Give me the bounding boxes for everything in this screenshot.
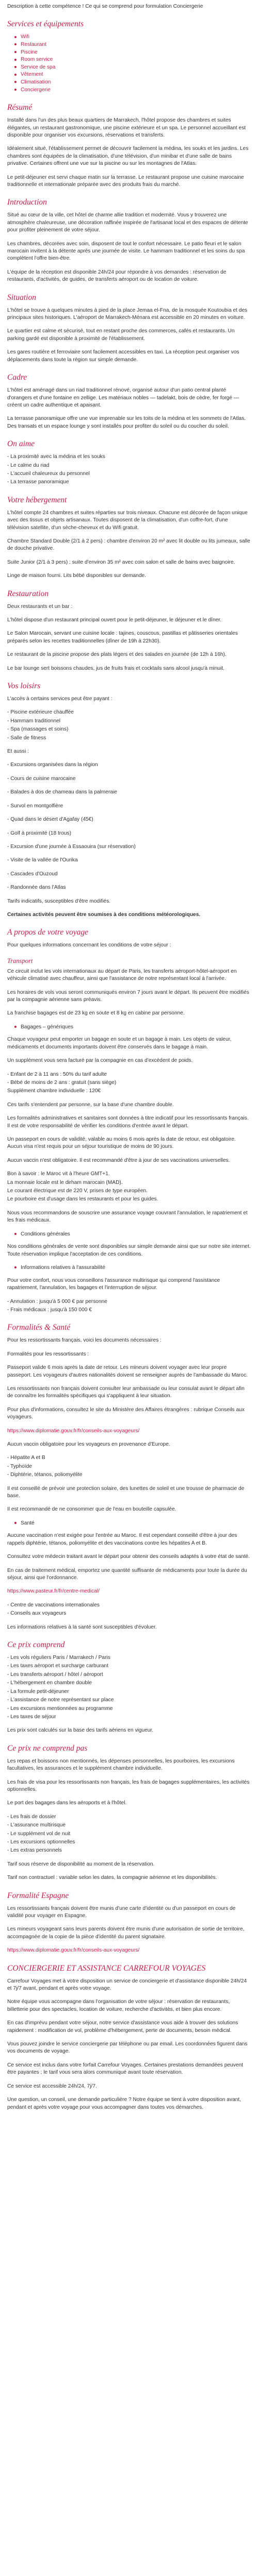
service-item: Restaurant	[14, 41, 251, 49]
service-item: Vêtement	[14, 71, 251, 79]
loisirs-line: - Excursions organisées dans la région	[7, 762, 98, 768]
pas-paragraph: Le port des bagages dans les aéroports et à l'hôtel.	[7, 1800, 127, 1806]
situation-paragraph: L'hôtel se trouve à quelques minutes à pied de la place Jemaa el-Fna, de la mosquée Koutoubia et des principaux sites historiques. L'aéroport de Marrakech-Ménara est accessible en 20 minutes en voiture.	[7, 307, 248, 321]
formalite-paragraph: Les ressortissants français doivent être munis d'une carte d'identité ou d'un passeport en cours de validité pour voyager en Espagne.	[7, 1905, 236, 1919]
dot-bullet-icon	[14, 43, 17, 45]
loisirs-warning: Certaines activités peuvent être soumises à des conditions météorologiques.	[7, 911, 201, 918]
prix-line: - La formule petit-déjeuner	[7, 1688, 69, 1694]
prix-line: - Les taxes de séjour	[7, 1714, 56, 1720]
conciergerie-paragraph: Carrefour Voyages met à votre disposition un service de conciergerie et d'assistance disponible 24h/24 et 7j/7 avant, pendant et après votre voyage.	[7, 1978, 247, 1992]
loisirs-line: - Cours de cuisine marocaine	[7, 775, 76, 782]
conditions-list	[7, 1231, 251, 1239]
prix-line: - Les transferts aéroport / hôtel / aéroport	[7, 1671, 103, 1677]
resume-paragraph: Le petit-déjeuner est servi chaque matin sur la terrasse. Le restaurant propose une cuisine marocaine traditionnelle et internationale préparée avec des produits frais du marché.	[7, 174, 244, 188]
loisirs-note: Tarifs indicatifs, susceptibles d'être modifiés.	[7, 898, 111, 904]
formalites-title: Formalités & Santé	[7, 1323, 71, 1332]
dot-bullet-icon	[14, 1233, 17, 1235]
introduction-title: Introduction	[7, 198, 47, 207]
loisirs-line: - Cascades d'Ouzoud	[7, 871, 58, 877]
situation-paragraph: Les gares routière et ferroviaire sont facilement accessibles en taxi. La réception peut organiser vos déplacements dans toute la région sur simple demande.	[7, 349, 239, 363]
conciergerie-subtitle: Ce service est accessible 24h/24, 7j/7.	[7, 2083, 97, 2089]
pas-warning: Tarif non contractuel : variable selon les dates, la compagnie aérienne et les disponibilités.	[7, 1875, 217, 1881]
services-list	[7, 33, 251, 94]
info-line: Le courant électrique est de 220 V, prises de type européen.	[7, 1188, 148, 1194]
sante-paragraph: En cas de traitement médical, emportez une quantité suffisante de médicaments pour toute la durée du séjour, ainsi que l'ordonnance.	[7, 1567, 247, 1581]
loisirs-title: Vos loisirs	[7, 682, 41, 691]
prix-comprend-title: Ce prix comprend	[7, 1640, 65, 1650]
formalites-link[interactable]: https://www.diplomatie.gouv.fr/fr/conseils-aux-voyageurs/	[7, 1428, 140, 1434]
tarif-note: Ces tarifs s'entendent par personne, sur la base d'une chambre double.	[7, 1101, 174, 1108]
sante-list	[7, 1520, 251, 1528]
restauration-title: Restauration	[7, 589, 49, 598]
conciergerie-title: CONCIERGERIE ET ASSISTANCE CARREFOUR VOYAGES	[7, 1963, 206, 1973]
resume-title: Résumé	[7, 103, 33, 112]
formalites-paragraph: Les formalités administratives et sanitaires sont données à titre indicatif pour les ressortissants français. Il est de votre responsabilité de vérifier les conditions d'entrée avant le départ.	[7, 1115, 249, 1129]
prix-exclut-title: Ce prix ne comprend pas	[7, 1743, 88, 1753]
dot-bullet-icon	[14, 89, 17, 91]
assurances-line: - Frais médicaux : jusqu'à 150 000 €	[7, 1307, 92, 1313]
loisirs-item: - Piscine extérieure chauffée	[7, 709, 74, 716]
formalites-list-title: Formalités pour les ressortissants :	[7, 1351, 89, 1357]
prix-line: - Les taxes aéroport et surcharge carburant	[7, 1663, 108, 1669]
service-item: Room service	[14, 56, 251, 64]
service-item: Service de spa	[14, 64, 251, 72]
introduction-paragraph: Les chambres, décorées avec soin, disposent de tout le confort nécessaire. Le patio fleuri et le salon marocain invitent à la détente après une journée de visite. Le hammam traditionnel et les soins du spa complètent l'offre bien-être.	[7, 241, 245, 262]
bagages-list	[7, 1024, 251, 1031]
formalite-link[interactable]: https://www.diplomatie.gouv.fr/fr/conseils-aux-voyageurs/	[7, 1947, 140, 1954]
introduction-paragraph: L'équipe de la réception est disponible 24h/24 pour répondre à vos demandes : réservation de restaurants, d'activités, de guides, de transferts aéroport ou de location de voiture.	[7, 269, 227, 283]
sante-link[interactable]: https://www.pasteur.fr/fr/centre-medical/	[7, 1588, 100, 1595]
info-note: Nous vous recommandons de souscrire une assurance voyage couvrant l'annulation, le rapatriement et les frais médicaux.	[7, 1210, 248, 1224]
transport-paragraph: Les horaires de vols vous seront communiqués environ 7 jours avant le départ. Ils peuvent être modifiés par la compagnie aérienne sans préavis.	[7, 989, 249, 1003]
prix-note: Les prix sont calculés sur la base des tarifs aériens en vigueur.	[7, 1727, 154, 1734]
loisirs-item: - Spa (massages et soins)	[7, 726, 69, 733]
conditions-item: Conditions générales	[14, 1231, 251, 1239]
loisirs-item: - Hammam traditionnel	[7, 718, 61, 724]
apropos-title: A propos de votre voyage	[7, 928, 88, 937]
formalites-water: Il est recommandé de ne consommer que de l'eau en bouteille capsulée.	[7, 1506, 176, 1513]
service-item: Piscine	[14, 49, 251, 57]
bagages-paragraph: Un supplément vous sera facturé par la compagnie en cas d'excédent de poids.	[7, 1058, 193, 1064]
pas-line: - L'assurance multirisque	[7, 1822, 66, 1828]
sante-note: Les informations relatives à la santé sont susceptibles d'évoluer.	[7, 1624, 157, 1630]
loisirs-line: - Randonnée dans l'Atlas	[7, 885, 66, 891]
tarif-line: - Bébé de moins de 2 ans : gratuit (sans siège)	[7, 1080, 117, 1086]
cadre-paragraph: L'hôtel est aménagé dans un riad traditionnel rénové, organisé autour d'un patio central planté d'orangers et d'une fontaine en zellige. Les matériaux nobles — tadelakt, bois de cèdre, fer forgé — créent un cadre authentique et apaisant.	[7, 387, 239, 408]
loisirs-line: - Survol en montgolfière	[7, 803, 63, 809]
situation-title: Situation	[7, 293, 36, 302]
apropos-intro: Pour quelques informations concernant les conditions de votre séjour :	[7, 942, 171, 948]
cadre-paragraph: La terrasse panoramique offre une vue imprenable sur les toits de la médina et les sommets de l'Atlas. Des transats et un espace lounge y sont installés pour profiter du soleil ou du coucher du soleil.	[7, 416, 246, 429]
pas-paragraph: Les repas et boissons non mentionnés, les dépenses personnelles, les pourboires, les excursions facultatives, les assurances et le supplément chambre individuelle.	[7, 1758, 235, 1772]
restauration-paragraph: L'hôtel dispose d'un restaurant principal ouvert pour le petit-déjeuner, le déjeuner et le dîner.	[7, 617, 222, 623]
formalite-espagne-title: Formalité Espagne	[7, 1891, 69, 1900]
formalites-intro: Pour les ressortissants français, voici les documents nécessaires :	[7, 1337, 162, 1344]
formalites2-paragraph: Les ressortissants non français doivent consulter leur ambassade ou leur consulat avant le départ afin de connaître les formalités spécifiques qui s'appliquent à leur situation.	[7, 1385, 245, 1399]
conditions-paragraph: Nos conditions générales de vente sont disponibles sur simple demande ainsi que sur notre site internet. Toute réservation implique l'acceptation de ces conditions.	[7, 1244, 251, 1257]
loisirs-line: Et aussi :	[7, 749, 29, 755]
loisirs-line: - Balades à dos de chameau dans la palmeraie	[7, 789, 117, 795]
loisirs-line: - Quad dans le désert d'Agafay (45€)	[7, 817, 93, 823]
sante-line: - Centre de vaccinations internationales	[7, 1602, 100, 1608]
conciergerie-paragraph: Notre équipe vous accompagne dans l'organisation de votre séjour : réservation de restaurants, billetterie pour des spectacles, location de voiture, recherche d'activités, et bien plus encore.	[7, 1999, 230, 2012]
formalites2-paragraph: Aucun vaccin obligatoire pour les voyageurs en provenance d'Europe.	[7, 1441, 170, 1447]
formalites-paragraph: Aucun vaccin n'est obligatoire. Il est recommandé d'être à jour de ses vaccinations universelles.	[7, 1157, 230, 1163]
assurances-paragraph: Pour votre confort, nous vous conseillons l'assurance multirisque qui comprend l'assistance rapatriement, l'annulation, les bagages et l'interruption de séjour.	[7, 1277, 220, 1291]
conciergerie-paragraph: Ce service est inclus dans votre forfait Carrefour Voyages. Certaines prestations demandées peuvent être payantes ; le tarif vous sera alors communiqué avant toute réservation.	[7, 2062, 243, 2076]
cadre-title: Cadre	[7, 373, 27, 382]
service-item: Climatisation	[14, 79, 251, 87]
services-title: Services et équipements	[7, 20, 84, 29]
assurances-list	[7, 1264, 251, 1272]
hebergement-paragraph: Suite Junior (2/1 à 3 pers) : suite d'environ 35 m² avec coin salon et salle de bains avec baignoire.	[7, 559, 235, 565]
assurances-item: Informations relatives à l'assurabilité	[14, 1264, 251, 1272]
restauration-paragraph: Deux restaurants et un bar :	[7, 603, 73, 609]
hebergement-paragraph: Chambre Standard Double (2/1 à 2 pers) : chambre d'environ 20 m² avec lit double ou lits jumeaux, salle de douche privative.	[7, 538, 250, 552]
loisirs-line: - Golf à proximité (18 trous)	[7, 830, 71, 836]
formalites-note: Il est conseillé de prévoir une protection solaire, des lunettes de soleil et une trousse de pharmacie de base.	[7, 1485, 245, 1499]
assurances-line: - Annulation : jusqu'à 5 000 € par personne	[7, 1298, 107, 1304]
sante-item: Santé	[14, 1520, 251, 1528]
hebergement-paragraph: L'hôtel compte 24 chambres et suites réparties sur trois niveaux. Chacune est décorée de façon unique avec des tissus et objets artisanaux. Toutes disposent de la climatisation, d'un coffre-fort, d'une télévision satellite, d'un sèche-cheveux et du Wifi gratuit.	[7, 510, 248, 531]
on-aime-title: On aime	[7, 439, 35, 449]
on-aime-item: - L'accueil chaleureux du personnel	[7, 470, 90, 477]
info-line: Bon à savoir : le Maroc vit à l'heure GMT+1.	[7, 1171, 110, 1177]
intro-text: Description à cette compétence ! Ce qui se comprend pour formulation Conciergerie	[7, 4, 203, 9]
pas-note: Tarif sous réserve de disponibilité au moment de la réservation.	[7, 1861, 155, 1867]
dot-bullet-icon	[14, 1266, 17, 1268]
resume-paragraph: Installé dans l'un des plus beaux quartiers de Marrakech, l'hôtel propose des chambres et suites élégantes, un restaurant gastronomique, une piscine extérieure et un spa. Le personnel accueillant est disponible pour organiser vos excursions, réservations et transferts.	[7, 117, 246, 138]
info-line: Le pourboire est d'usage dans les restaurants et pour les guides.	[7, 1196, 158, 1202]
dot-bullet-icon	[14, 1522, 17, 1524]
loisirs-line: - Excursion d'une journée à Essaouira (sur réservation)	[7, 843, 136, 850]
formalites2-paragraph: Pour plus d'informations, consultez le site du Ministère des Affaires étrangères : rubrique Conseils aux voyageurs.	[7, 1406, 245, 1420]
pas-line: - Les excursions optionnelles	[7, 1839, 75, 1845]
formalites-paragraph: Un passeport en cours de validité, valable au moins 6 mois après la date de retour, est obligatoire. Aucun visa n'est requis pour un séjour touristique de moins de 90 jours.	[7, 1137, 236, 1150]
formalite-paragraph: Les mineurs voyageant sans leurs parents doivent être munis d'une autorisation de sortie de territoire, accompagnée de la copie de la pièce d'identité du parent signataire.	[7, 1926, 245, 1940]
conciergerie-last: Une question, un conseil, une demande particulière ? Notre équipe se tient à votre disposition avant, pendant et après votre voyage pour vous accompagner dans toutes vos démarches.	[7, 2097, 241, 2110]
dot-bullet-icon	[14, 1026, 17, 1028]
dot-bullet-icon	[14, 81, 17, 83]
transport-title: Transport	[7, 957, 33, 964]
sante-paragraph: Aucune vaccination n'est exigée pour l'entrée au Maroc. Il est cependant conseillé d'être à jour des rappels diphtérie, tétanos, poliomyélite et des vaccinations contre les hépatites A et B.	[7, 1533, 237, 1546]
dot-bullet-icon	[14, 74, 17, 76]
conciergerie-paragraph: Vous pouvez joindre le service conciergerie par téléphone ou par email. Les coordonnées figurent dans vos documents de voyage.	[7, 2041, 248, 2055]
prix-line: - Les vols réguliers Paris / Marrakech / Paris	[7, 1655, 110, 1661]
resume-paragraph: Idéalement situé, l'établissement permet de découvrir facilement la médina, les souks et les jardins. Les chambres sont équipées de la climatisation, d'une télévision, d'un minibar et d'une salle de bains privative. Certaines offrent une vue sur la piscine ou sur les montagnes de l'Atlas.	[7, 146, 249, 167]
formalites-line: - Diphtérie, tétanos, poliomyélite	[7, 1472, 83, 1478]
formalites-line: - Typhoïde	[7, 1463, 32, 1469]
pas-paragraph: Les frais de visa pour les ressortissants non français, les frais de bagages supplémentaires, les activités optionnelles.	[7, 1779, 250, 1792]
on-aime-item: - La terrasse panoramique	[7, 479, 69, 485]
transport-paragraph: Ce circuit inclut les vols internationaux au départ de Paris, les transferts aéroport-hôtel-aéroport en véhicule climatisé avec chauffeur, ainsi que l'assistance de notre représentant local à l'arrivée.	[7, 968, 237, 982]
service-item: Wifi	[14, 33, 251, 41]
info-line: La monnaie locale est le dirham marocain (MAD).	[7, 1179, 123, 1185]
introduction-paragraph: Situé au cœur de la ville, cet hôtel de charme allie tradition et modernité. Vous y trouverez une atmosphère chaleureuse, une décoration raffinée inspirée de l'artisanat local et des espaces de détente pour profiter pleinement de votre séjour.	[7, 212, 248, 233]
restauration-paragraph: Le bar lounge sert boissons chaudes, jus de fruits frais et cocktails sans alcool jusqu'à minuit.	[7, 665, 224, 671]
tarif-line: Supplément chambre individuelle : 120€	[7, 1088, 101, 1094]
restauration-paragraph: Le restaurant de la piscine propose des plats légers et des salades en journée (de 12h à 16h).	[7, 652, 227, 658]
hebergement-title: Votre hébergement	[7, 495, 67, 504]
sante-line: - Conseils aux voyageurs	[7, 1611, 67, 1617]
on-aime-item: - La proximité avec la médina et les souks	[7, 454, 105, 460]
restauration-paragraph: Le Salon Marocain, servant une cuisine locale : tajines, couscous, pastillas et pâtisseries orientales préparés selon les recettes traditionnelles (dîner de 19h à 22h30).	[7, 631, 238, 644]
loisirs-item: - Salle de fitness	[7, 735, 46, 741]
service-item: Conciergerie	[14, 87, 251, 94]
sante-paragraph: Consultez votre médecin traitant avant le départ pour obtenir des conseils adaptés à votre état de santé.	[7, 1554, 250, 1560]
dot-bullet-icon	[14, 59, 17, 61]
pas-line: - Le supplément vol de nuit	[7, 1831, 71, 1837]
prix-line: - L'hébergement en chambre double	[7, 1680, 92, 1686]
pas-line: - Les extras personnels	[7, 1848, 62, 1854]
dot-bullet-icon	[14, 36, 17, 38]
loisirs-intro: L'accès à certains services peut être payant :	[7, 696, 112, 702]
transport-paragraph: La franchise bagages est de 23 kg en soute et 8 kg en cabine par personne.	[7, 1010, 185, 1016]
dot-bullet-icon	[14, 66, 17, 68]
situation-paragraph: Le quartier est calme et sécurisé, tout en restant proche des commerces, cafés et restaurants. Un parking gardé est disponible à proximité de l'établissement.	[7, 328, 235, 342]
bagages-paragraph: Chaque voyageur peut emporter un bagage en soute et un bagage à main. Les objets de valeur, médicaments et documents importants doivent être conservés dans le bagage à main.	[7, 1037, 232, 1050]
hebergement-paragraph: Linge de maison fourni. Lits bébé disponibles sur demande.	[7, 573, 147, 579]
prix-line: - L'assistance de notre représentant sur place	[7, 1697, 114, 1703]
formalites2-paragraph: Passeport valide 6 mois après la date de retour. Les mineurs doivent voyager avec leur propre passeport. Les voyageurs d'autres nationalités doivent se renseigner auprès de l'ambassade du Maroc.	[7, 1365, 248, 1378]
conciergerie-paragraph: En cas d'imprévu pendant votre séjour, notre service d'assistance vous aide à trouver des solutions rapidement : modification de vol, problème d'hébergement, perte de documents, besoin médical.	[7, 2020, 238, 2033]
pas-line: - Les frais de dossier	[7, 1814, 56, 1820]
dot-bullet-icon	[14, 51, 17, 53]
formalites-line: - Hépatite A et B	[7, 1455, 45, 1461]
loisirs-line: - Visite de la vallée de l'Ourika	[7, 857, 78, 863]
on-aime-item: - Le calme du riad	[7, 462, 50, 468]
prix-line: - Les excursions mentionnées au programme	[7, 1705, 113, 1711]
bagages-item: Bagages – génériques	[14, 1024, 251, 1031]
tarif-line: - Enfant de 2 à 11 ans : 50% du tarif adulte	[7, 1071, 107, 1077]
